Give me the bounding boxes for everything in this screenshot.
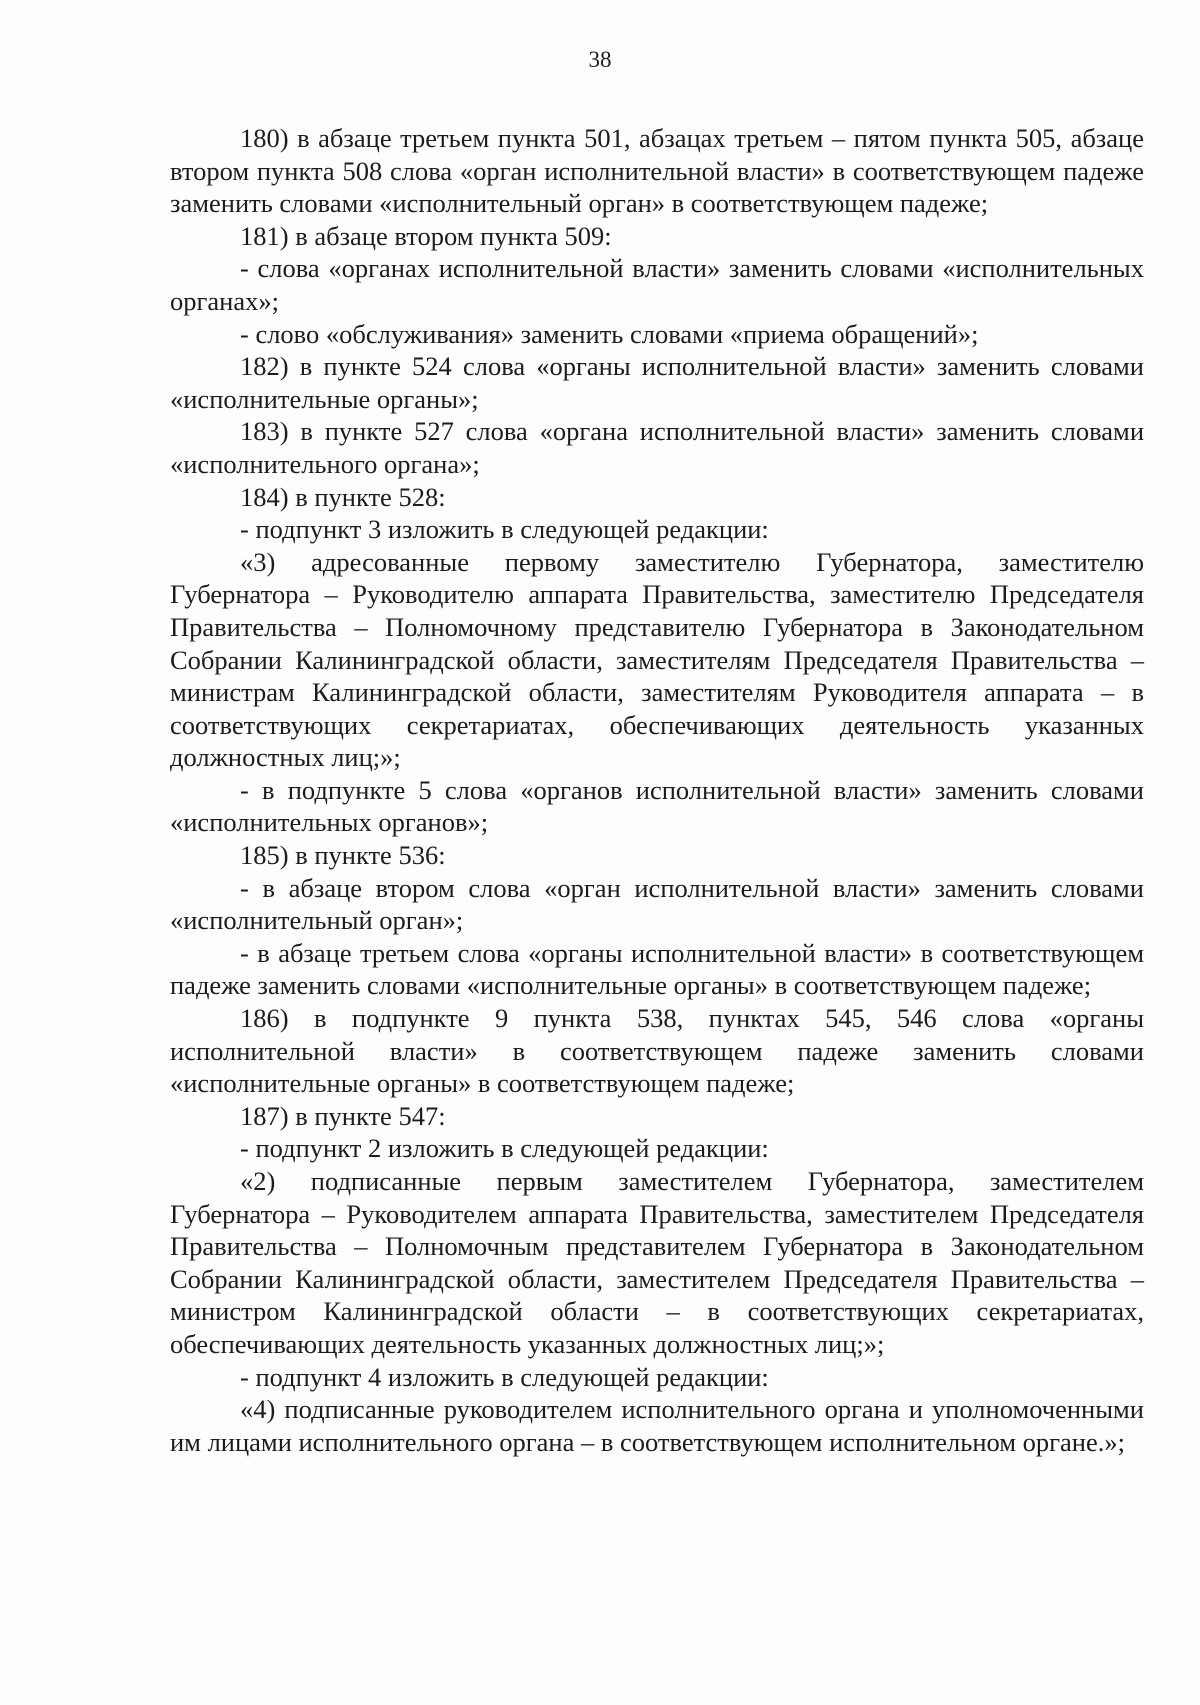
paragraph-180: 180) в абзаце третьем пункта 501, абзацах третьем – пятом пункта 505, абзаце втором пункта 508 слова «орган исполнительной власти» в соответствующем падеже заменить словами «исполнительный орган» в соответствующем падеже; <box>170 123 1144 219</box>
paragraph-184-item-2: - в подпункте 5 слова «органов исполнительной власти» заменить словами «исполнительных органов»; <box>170 774 1144 838</box>
paragraph-183: 183) в пункте 527 слова «органа исполнительной власти» заменить словами «исполнительного органа»; <box>170 416 1144 479</box>
paragraph-184: 184) в пункте 528: <box>240 481 446 512</box>
paragraph-187-quote-2: «2) подписанные первым заместителем Губернатора, заместителем Губернатора – Руководителем аппарата Правительства, заместителем Председателя Правительства – Полномочным представителем Губернатора в Законодательном Собрании Калининградской области, заместителем Председателя Правительства – министром Калининградской области – в соответствующих секретариатах, обеспечивающих деятельность указанных должностных лиц;»; <box>170 1166 1144 1359</box>
paragraph-181-item-2: - слово «обслуживания» заменить словами «приема обращений»; <box>240 318 979 349</box>
paragraph-182: 182) в пункте 524 слова «органы исполнительной власти» заменить словами «исполнительные органы»; <box>170 351 1144 414</box>
paragraph-185: 185) в пункте 536: <box>240 840 446 871</box>
paragraph-186: 186) в подпункте 9 пункта 538, пунктах 545, 546 слова «органы исполнительной власти» в соответствующем падеже заменить словами «исполнительные органы» в соответствующем падеже; <box>170 1003 1144 1099</box>
page-number: 38 <box>588 47 612 72</box>
document-body <box>170 122 1144 1458</box>
paragraph-187-quote-4: «4) подписанные руководителем исполнительного органа и уполномоченными им лицами исполнительного органа – в соответствующем исполнительном органе.»; <box>170 1394 1144 1457</box>
paragraph-185-item-1: - в абзаце втором слова «орган исполнительной власти» заменить словами «исполнительный орган»; <box>170 872 1144 936</box>
paragraph-184-item-1: - подпункт 3 изложить в следующей редакции: <box>240 514 769 545</box>
paragraph-187-item-2: - подпункт 4 изложить в следующей редакции: <box>240 1361 769 1392</box>
paragraph-184-quote-3: «3) адресованные первому заместителю Губернатора, заместителю Губернатора – Руководителю аппарата Правительства, заместителю Председателя Правительства – Полномочному представителю Губернатора в Законодательном Собрании Калининградской области, заместителям Председателя Правительства – министрам Калининградской области, заместителям Руководителя аппарата – в соответствующих секретариатах, обеспечивающих деятельность указанных должностных лиц;»; <box>170 546 1144 773</box>
paragraph-181-item-1: - слова «органах исполнительной власти» заменить словами «исполнительных органах»; <box>170 253 1144 316</box>
paragraph-185-item-2: - в абзаце третьем слова «органы исполнительной власти» в соответствующем падеже заменить словами «исполнительные органы» в соответствующем падеже; <box>170 937 1144 1001</box>
paragraph-187: 187) в пункте 547: <box>240 1100 446 1131</box>
paragraph-187-item-1: - подпункт 2 изложить в следующей редакции: <box>240 1133 769 1164</box>
paragraph-181: 181) в абзаце втором пункта 509: <box>240 220 612 251</box>
